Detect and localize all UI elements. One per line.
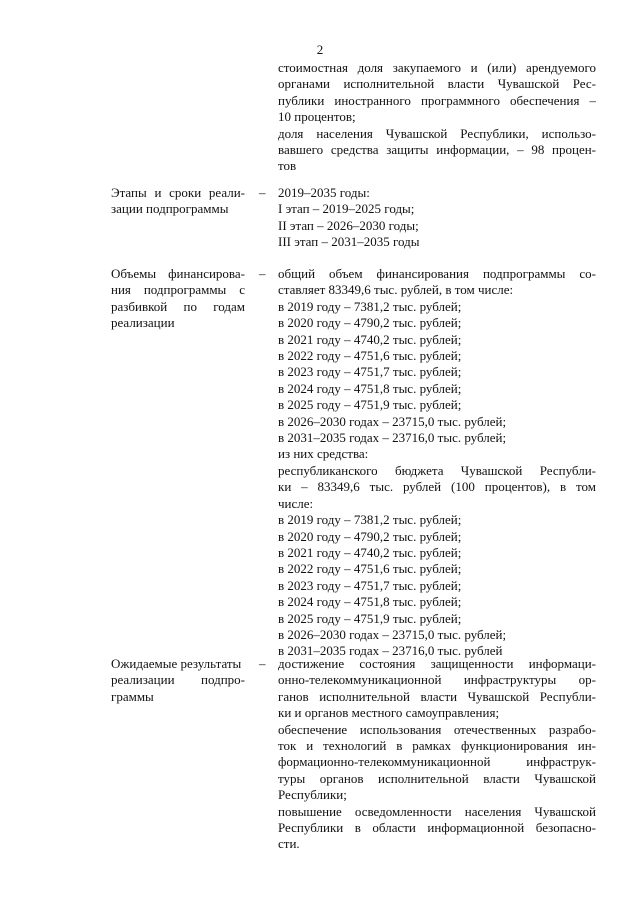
intro-text [278,60,596,175]
row-value [278,266,596,660]
text-line: III этап – 2031–2035 годы [278,234,420,250]
text-line: в 2026–2030 годах – 23715,0 тыс. рублей; [278,626,507,642]
text-line: общий объем финансирования подпрограммы со- [278,266,596,281]
label-line: граммы [111,688,154,704]
text-line: I этап – 2019–2025 годы; [278,201,415,217]
row-dash: – [259,266,266,281]
text-line: органами исполнительной власти Чувашской Рес- [278,76,596,92]
label-line: реализации подпро- [111,672,245,688]
text-line: сти. [278,836,300,852]
text-line: в 2024 году – 4751,8 тыс. рублей; [278,594,462,610]
label-line: разбивкой по годам [111,298,245,314]
text-line: в 2025 году – 4751,9 тыс. рублей; [278,610,462,626]
row-label [111,185,245,218]
text-line: тов [278,158,297,174]
page-number: 2 [316,42,324,57]
label-line: ния подпрограммы с [111,282,245,298]
text-line: в 2022 году – 4751,6 тыс. рублей; [278,348,462,364]
row-dash: – [259,656,266,671]
text-line: 2019–2035 годы: [278,185,370,200]
text-line: в 2019 году – 7381,2 тыс. рублей; [278,298,462,314]
text-line: обеспечение использования отечественных разрабо- [278,721,596,737]
text-line: в 2020 году – 4790,2 тыс. рублей; [278,315,462,331]
text-line: в 2026–2030 годах – 23715,0 тыс. рублей; [278,413,507,429]
row-dash: – [259,185,266,200]
label-line: Объемы финансирова- [111,266,245,281]
text-line: повышение осведомленности населения Чувашской [278,803,596,819]
text-line: ставляет 83349,6 тыс. рублей, в том числе: [278,282,514,298]
text-line: в 2023 году – 4751,7 тыс. рублей; [278,577,462,593]
text-line: в 2020 году – 4790,2 тыс. рублей; [278,528,462,544]
text-line: ганов исполнительной власти Чувашской Республи- [278,688,596,704]
text-line: в 2025 году – 4751,9 тыс. рублей; [278,397,462,413]
row-value [278,656,596,853]
text-line: числе: [278,495,314,511]
text-line: ток и технологий в рамках функционирования ин- [278,738,596,754]
row-label [111,266,245,332]
text-line: доля населения Чувашской Республики, использо- [278,125,596,141]
text-line: II этап – 2026–2030 годы; [278,217,419,233]
text-line: 10 процентов; [278,109,356,125]
text-line: в 2023 году – 4751,7 тыс. рублей; [278,364,462,380]
text-line: туры органов исполнительной власти Чувашской [278,770,596,786]
text-line: в 2019 году – 7381,2 тыс. рублей; [278,512,462,528]
text-line: формационно-телекоммуникационной инфраструк- [278,754,596,770]
text-line: в 2021 году – 4740,2 тыс. рублей; [278,544,462,560]
text-line: онно-телекоммуникационной инфраструктуры ор- [278,672,596,688]
label-line: зации подпрограммы [111,201,229,217]
text-line: Республики в области информационной безопасно- [278,820,596,836]
text-line: в 2022 году – 4751,6 тыс. рублей; [278,561,462,577]
text-line: достижение состояния защищенности информаци- [278,656,596,671]
text-line: из них средства: [278,446,369,462]
text-line: стоимостная доля закупаемого и (или) арендуемого [278,60,596,75]
text-line: публики иностранного программного обеспечения – [278,92,596,108]
text-line: в 2021 году – 4740,2 тыс. рублей; [278,331,462,347]
label-line: Ожидаемые результаты [111,656,242,671]
row-value [278,185,596,251]
text-line: ки и органов местного самоуправления; [278,705,500,721]
text-line: вавшего средства защиты информации, – 98 процен- [278,142,596,158]
label-line: Этапы и сроки реали- [111,185,245,200]
text-line: в 2024 году – 4751,8 тыс. рублей; [278,380,462,396]
text-line: республиканского бюджета Чувашской Республи- [278,462,596,478]
text-line: ки – 83349,6 тыс. рублей (100 процентов), в том [278,479,596,495]
row-label [111,656,245,705]
text-line: Республики; [278,787,347,803]
text-line: в 2031–2035 годах – 23716,0 тыс. рублей; [278,430,507,446]
label-line: реализации [111,315,175,331]
text-line: в 2031–2035 годах – 23716,0 тыс. рублей [278,643,503,659]
